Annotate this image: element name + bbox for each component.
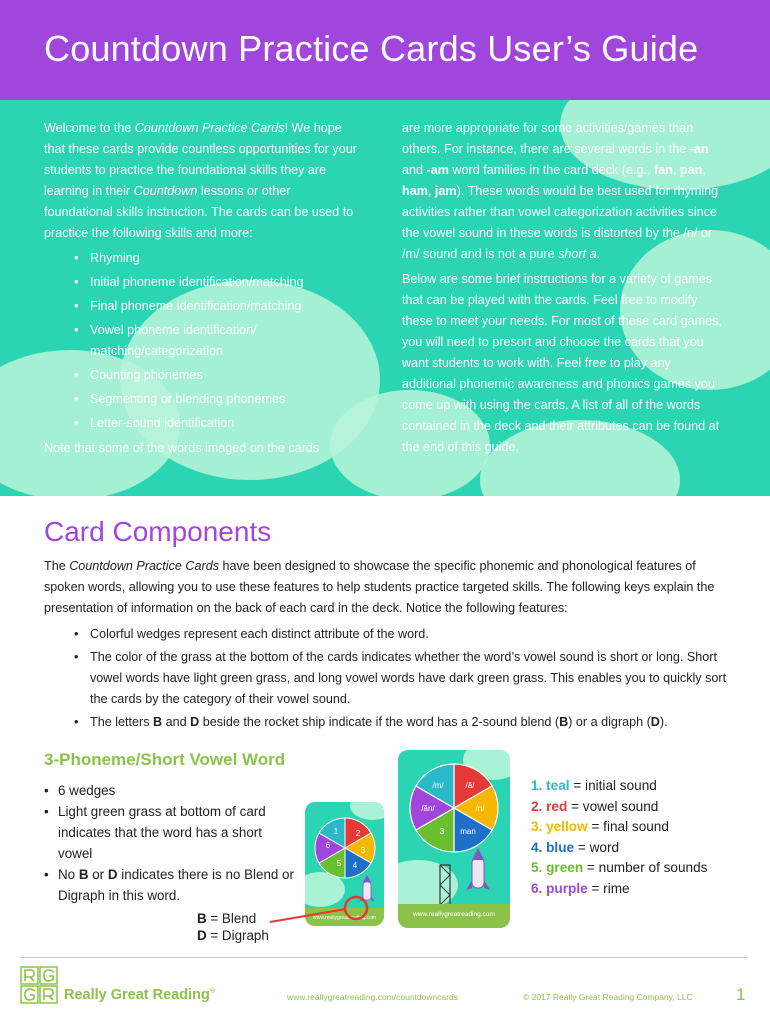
- launch-tower-icon: [440, 865, 450, 905]
- intro-paragraph: Below are some brief instructions for a variety of games that can be played with the cards. Feel free to modify these to meet your needs. For most of these card games, you will need to presort and choose the cards that you want students to work with. Feel free to play any additional phonemic awareness and phonics games you come up with using the cards. A list of all of the words contained in the deck and their attributes can be found at the end of this guide.: [402, 272, 722, 454]
- page-number: 1: [736, 985, 746, 1004]
- wedge-label: /ă/: [465, 781, 475, 790]
- wedge-label: 4: [352, 861, 358, 870]
- callout-annotation: [262, 890, 382, 930]
- intro-paragraph: are more appropriate for some activities/games than others. For instance, there are several words in the -an and -am word families in the card deck (e.g., fan, pan, ham, jam). These words would be best used for rhyming activities rather than vowel categorization activities since the vowel sound in these words is distorted by the /n/ or /m/ sound and is not a pure short a.: [402, 121, 719, 261]
- list-item: • Letter-sound identification: [44, 413, 359, 434]
- legend-digraph: D = Digraph: [197, 928, 269, 943]
- intro-panel: [0, 100, 770, 496]
- list-item: • The letters B and D beside the rocket ship indicate if the word has a 2-sound blend (B) or a digraph (D).: [44, 712, 734, 733]
- wedge-label: /n/: [475, 804, 485, 813]
- legend-blend: B = Blend: [197, 911, 257, 926]
- list-item: • Initial phoneme identification/matching: [44, 272, 359, 293]
- list-item: • The color of the grass at the bottom of the cards indicates whether the word’s vowel sound is short or long. Short vowel words have light green grass, and long vowel words have dark green grass. This enables you to quickly sort the cards by the category of their vowel sound.: [44, 647, 734, 710]
- example-list: [44, 780, 294, 906]
- wedge-label: 2: [355, 829, 361, 838]
- list-item: • Rhyming: [44, 248, 359, 269]
- footer-divider: [20, 957, 748, 958]
- list-item: 6. purple = rime: [531, 880, 630, 896]
- intro-right-column: [402, 118, 727, 462]
- components-paragraph: The Countdown Practice Cards have been designed to showcase the specific phonemic and phonological features of spoken words, allowing you to use these features to help students practice targeted skills. The following keys explain the presentation of information on the back of each card in the deck. Notice the following features:: [44, 559, 715, 615]
- large-card-illustration: [398, 750, 510, 928]
- wedge-label: 1: [333, 827, 339, 836]
- footer-copyright: © 2017 Really Great Reading Company, LLC: [523, 992, 693, 1002]
- example-title: 3-Phoneme/Short Vowel Word: [44, 750, 286, 769]
- wedge-label: 3: [439, 827, 445, 836]
- features-bullets: [44, 624, 734, 735]
- card-url: www.reallygreatreading.com: [413, 911, 495, 918]
- wedge-label: 5: [336, 859, 342, 868]
- list-item: • Light green grass at bottom of card indicates that the word has a short vowel: [44, 801, 294, 864]
- section-title: Card Components: [44, 516, 272, 547]
- color-key-list: [531, 776, 707, 899]
- wedge-label: /m/: [432, 781, 444, 790]
- list-item: • Segmenting or blending phonemes: [44, 389, 359, 410]
- intro-left-column: [44, 118, 359, 463]
- list-item: • Final phoneme identification/matching: [44, 296, 359, 317]
- intro-note: Note that some of the words imaged on the cards: [44, 441, 320, 455]
- card-url: www.reallygreatreading.com: [313, 915, 376, 921]
- intro-paragraph: Welcome to the Countdown Practice Cards! We hope that these cards provide countless opportunities for your students to practice the foundational skills they are learning in their Countdown lessons or other foundational skills instruction. The cards can be used to practice the following skills and more:: [44, 121, 357, 240]
- list-item: 1. teal = initial sound: [531, 778, 657, 793]
- skills-list: [44, 248, 359, 434]
- list-item: • Counting phonemes: [44, 365, 359, 386]
- footer-url-link[interactable]: www.reallygreatreading.com/countdowncards: [287, 992, 459, 1002]
- logo-text: Really Great Reading®: [64, 987, 216, 1003]
- list-item: • Colorful wedges represent each distinct attribute of the word.: [44, 624, 734, 645]
- blend-digraph-legend: [197, 910, 269, 944]
- page-title: Countdown Practice Cards User’s Guide: [44, 28, 699, 69]
- wedge-label: man: [460, 827, 476, 836]
- wedge-wheel: [398, 750, 510, 928]
- list-item: • Vowel phoneme identification/ matching/categorization: [44, 320, 359, 362]
- rgr-logo-icon: [20, 966, 58, 1004]
- list-item: 5. green = number of sounds: [531, 860, 708, 875]
- rocket-icon: [466, 848, 490, 890]
- list-item: • No B or D indicates there is no Blend or Digraph in this word.: [44, 864, 294, 906]
- header-banner: [0, 0, 770, 100]
- wedge-label: 3: [360, 846, 366, 855]
- wedge-label: /ăn/: [421, 804, 435, 813]
- list-item: • 6 wedges: [44, 780, 294, 801]
- list-item: 4. blue = word: [531, 839, 620, 855]
- callout-circle: [345, 897, 367, 919]
- wedge-label: 6: [325, 841, 331, 850]
- list-item: 2. red = vowel sound: [531, 798, 659, 814]
- list-item: 3. yellow = final sound: [531, 819, 669, 834]
